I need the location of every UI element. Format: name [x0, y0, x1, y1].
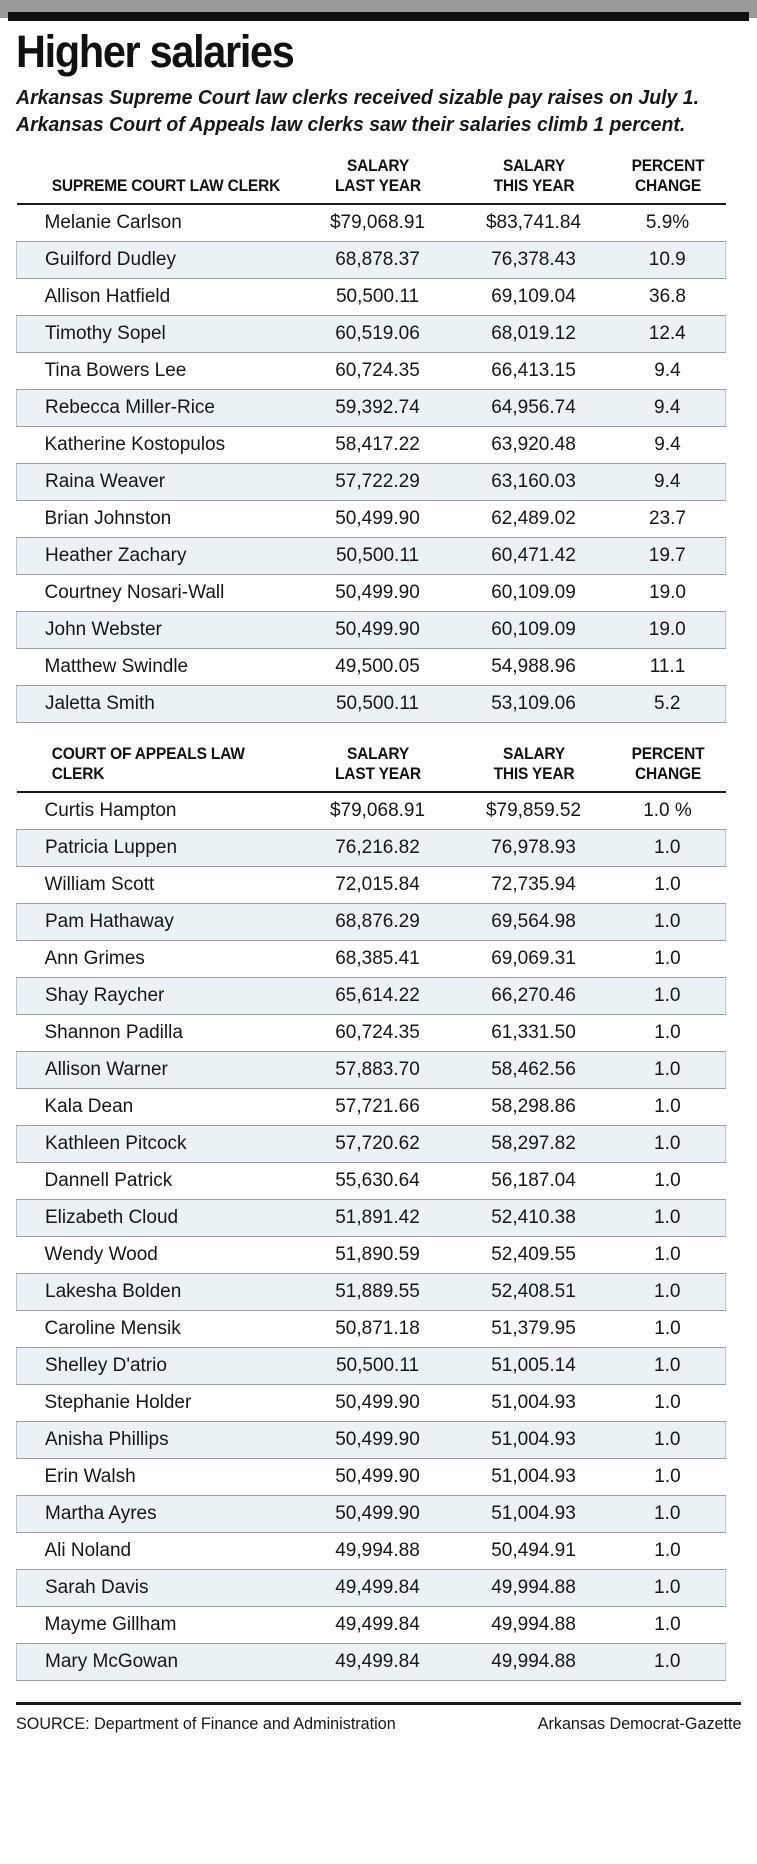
cell-percent-change: 36.8 — [610, 279, 726, 316]
cell-salary-this-year: 60,109.09 — [458, 575, 610, 612]
cell-percent-change: 9.4 — [610, 464, 726, 501]
table-row — [17, 501, 726, 538]
cell-clerk-name: Brian Johnston — [17, 501, 298, 538]
table-row — [17, 1644, 726, 1681]
cell-percent-change: 1.0 — [610, 1015, 726, 1052]
cell-clerk-name: John Webster — [17, 612, 298, 649]
cell-salary-last-year: 49,499.84 — [298, 1644, 458, 1681]
cell-clerk-name: Courtney Nosari-Wall — [17, 575, 298, 612]
cell-clerk-name: Ali Noland — [17, 1533, 298, 1570]
cell-percent-change: 1.0 — [610, 830, 726, 867]
cell-percent-change: 5.9% — [610, 204, 726, 242]
cell-clerk-name: Allison Warner — [17, 1052, 298, 1089]
cell-clerk-name: Raina Weaver — [17, 464, 298, 501]
cell-clerk-name: Jaletta Smith — [17, 686, 298, 723]
table-row — [17, 1089, 726, 1126]
cell-salary-last-year: 68,878.37 — [298, 242, 458, 279]
cell-clerk-name: Lakesha Bolden — [17, 1274, 298, 1311]
cell-percent-change: 1.0 — [610, 1200, 726, 1237]
cell-salary-last-year: 50,871.18 — [298, 1311, 458, 1348]
cell-salary-last-year: 72,015.84 — [298, 867, 458, 904]
table-row — [17, 867, 726, 904]
cell-salary-this-year: 76,378.43 — [458, 242, 610, 279]
cell-salary-last-year: 59,392.74 — [298, 390, 458, 427]
table-row — [17, 1015, 726, 1052]
cell-salary-last-year: 50,499.90 — [298, 1459, 458, 1496]
cell-percent-change: 1.0 — [610, 867, 726, 904]
table-row — [17, 649, 726, 686]
top-black-rule — [8, 12, 749, 21]
cell-salary-last-year: $79,068.91 — [298, 792, 458, 830]
cell-clerk-name: Heather Zachary — [17, 538, 298, 575]
cell-clerk-name: Melanie Carlson — [17, 204, 298, 242]
cell-salary-last-year: 50,499.90 — [298, 612, 458, 649]
cell-salary-this-year: 60,109.09 — [458, 612, 610, 649]
table-row — [17, 1163, 726, 1200]
cell-percent-change: 1.0 — [610, 1570, 726, 1607]
cell-clerk-name: Anisha Phillips — [17, 1422, 298, 1459]
cell-percent-change: 1.0 — [610, 941, 726, 978]
cell-percent-change: 9.4 — [610, 390, 726, 427]
table-row — [17, 904, 726, 941]
cell-salary-this-year: 49,994.88 — [458, 1570, 610, 1607]
cell-salary-this-year: 51,004.93 — [458, 1496, 610, 1533]
cell-percent-change: 1.0 — [610, 1126, 726, 1163]
cell-clerk-name: Kathleen Pitcock — [17, 1126, 298, 1163]
cell-salary-this-year: 63,160.03 — [458, 464, 610, 501]
table-row — [17, 353, 726, 390]
cell-percent-change: 23.7 — [610, 501, 726, 538]
cell-percent-change: 1.0 — [610, 1459, 726, 1496]
cell-percent-change: 1.0 — [610, 1644, 726, 1681]
cell-clerk-name: Shay Raycher — [17, 978, 298, 1015]
cell-percent-change: 1.0 — [610, 1348, 726, 1385]
cell-percent-change: 1.0 — [610, 1089, 726, 1126]
cell-clerk-name: Curtis Hampton — [17, 792, 298, 830]
cell-salary-last-year: 50,499.90 — [298, 501, 458, 538]
table-row — [17, 464, 726, 501]
cell-salary-last-year: 60,724.35 — [298, 1015, 458, 1052]
cell-percent-change: 19.0 — [610, 575, 726, 612]
table-row — [17, 390, 726, 427]
cell-salary-last-year: 50,500.11 — [298, 686, 458, 723]
cell-salary-last-year: 68,385.41 — [298, 941, 458, 978]
cell-salary-last-year: 50,499.90 — [298, 1422, 458, 1459]
cell-clerk-name: Rebecca Miller-Rice — [17, 390, 298, 427]
table-row — [17, 316, 726, 353]
cell-salary-last-year: 50,499.90 — [298, 1496, 458, 1533]
cell-salary-this-year: 58,298.86 — [458, 1089, 610, 1126]
column-header-percent-change: PERCENT CHANGE — [613, 744, 722, 792]
cell-clerk-name: Shannon Padilla — [17, 1015, 298, 1052]
cell-clerk-name: Erin Walsh — [17, 1459, 298, 1496]
cell-salary-this-year: 51,004.93 — [458, 1422, 610, 1459]
cell-percent-change: 1.0 — [610, 1422, 726, 1459]
cell-salary-last-year: 60,519.06 — [298, 316, 458, 353]
cell-salary-this-year: 61,331.50 — [458, 1015, 610, 1052]
cell-salary-last-year: 49,994.88 — [298, 1533, 458, 1570]
cell-clerk-name: Wendy Wood — [17, 1237, 298, 1274]
cell-salary-this-year: 50,494.91 — [458, 1533, 610, 1570]
cell-salary-this-year: 56,187.04 — [458, 1163, 610, 1200]
cell-clerk-name: Tina Bowers Lee — [17, 353, 298, 390]
column-header-salary-this-year: SALARY THIS YEAR — [462, 744, 605, 792]
cell-percent-change: 1.0 — [610, 978, 726, 1015]
cell-salary-last-year: 50,500.11 — [298, 538, 458, 575]
court-of-appeals-table — [16, 744, 726, 1681]
cell-salary-this-year: 60,471.42 — [458, 538, 610, 575]
table-row — [17, 792, 726, 830]
footer — [16, 1702, 741, 1734]
cell-percent-change: 19.7 — [610, 538, 726, 575]
cell-clerk-name: Kala Dean — [17, 1089, 298, 1126]
cell-percent-change: 1.0 — [610, 1163, 726, 1200]
cell-salary-last-year: 58,417.22 — [298, 427, 458, 464]
cell-salary-this-year: 76,978.93 — [458, 830, 610, 867]
table-row — [17, 538, 726, 575]
cell-percent-change: 1.0 — [610, 1385, 726, 1422]
cell-clerk-name: Ann Grimes — [17, 941, 298, 978]
table-row — [17, 1200, 726, 1237]
table-header-row — [17, 156, 726, 204]
cell-percent-change: 11.1 — [610, 649, 726, 686]
table-header-row — [17, 744, 726, 792]
publication-credit: Arkansas Democrat-Gazette — [537, 1714, 741, 1733]
cell-percent-change: 9.4 — [610, 353, 726, 390]
table-row — [17, 612, 726, 649]
cell-salary-this-year: 63,920.48 — [458, 427, 610, 464]
table-row — [17, 1422, 726, 1459]
cell-salary-this-year: 62,489.02 — [458, 501, 610, 538]
column-header-salary-last-year: SALARY LAST YEAR — [302, 744, 452, 792]
cell-clerk-name: Guilford Dudley — [17, 242, 298, 279]
cell-salary-last-year: 49,500.05 — [298, 649, 458, 686]
cell-salary-this-year: $83,741.84 — [458, 204, 610, 242]
table-row — [17, 1126, 726, 1163]
cell-salary-this-year: 52,408.51 — [458, 1274, 610, 1311]
cell-percent-change: 1.0 — [610, 1237, 726, 1274]
cell-salary-last-year: 51,891.42 — [298, 1200, 458, 1237]
cell-salary-this-year: 68,019.12 — [458, 316, 610, 353]
cell-salary-this-year: 72,735.94 — [458, 867, 610, 904]
table-row — [17, 279, 726, 316]
column-header-salary-this-year: SALARY THIS YEAR — [462, 156, 605, 204]
cell-salary-last-year: 49,499.84 — [298, 1570, 458, 1607]
cell-salary-this-year: 58,297.82 — [458, 1126, 610, 1163]
cell-salary-this-year: 66,413.15 — [458, 353, 610, 390]
cell-salary-last-year: 57,720.62 — [298, 1126, 458, 1163]
cell-clerk-name: William Scott — [17, 867, 298, 904]
cell-percent-change: 1.0 — [610, 1052, 726, 1089]
table-row — [17, 1237, 726, 1274]
cell-clerk-name: Katherine Kostopulos — [17, 427, 298, 464]
table-row — [17, 978, 726, 1015]
cell-salary-this-year: 51,379.95 — [458, 1311, 610, 1348]
cell-salary-this-year: 64,956.74 — [458, 390, 610, 427]
cell-salary-this-year: $79,859.52 — [458, 792, 610, 830]
cell-clerk-name: Timothy Sopel — [17, 316, 298, 353]
cell-salary-this-year: 49,994.88 — [458, 1607, 610, 1644]
cell-salary-this-year: 58,462.56 — [458, 1052, 610, 1089]
cell-clerk-name: Dannell Patrick — [17, 1163, 298, 1200]
cell-salary-this-year: 49,994.88 — [458, 1644, 610, 1681]
cell-clerk-name: Shelley D'atrio — [17, 1348, 298, 1385]
cell-salary-this-year: 51,004.93 — [458, 1459, 610, 1496]
cell-clerk-name: Matthew Swindle — [17, 649, 298, 686]
cell-salary-this-year: 66,270.46 — [458, 978, 610, 1015]
infographic-content — [0, 21, 757, 1734]
cell-percent-change: 9.4 — [610, 427, 726, 464]
table-row — [17, 1274, 726, 1311]
table-row — [17, 1459, 726, 1496]
table-row — [17, 1052, 726, 1089]
cell-salary-last-year: $79,068.91 — [298, 204, 458, 242]
table-row — [17, 575, 726, 612]
cell-salary-last-year: 57,722.29 — [298, 464, 458, 501]
cell-clerk-name: Caroline Mensik — [17, 1311, 298, 1348]
cell-salary-this-year: 51,004.93 — [458, 1385, 610, 1422]
cell-clerk-name: Patricia Luppen — [17, 830, 298, 867]
cell-salary-this-year: 69,069.31 — [458, 941, 610, 978]
cell-salary-last-year: 51,890.59 — [298, 1237, 458, 1274]
page-title: Higher salaries — [16, 26, 294, 77]
column-header-name: SUPREME COURT LAW CLERK — [25, 156, 289, 204]
table-row — [17, 204, 726, 242]
cell-clerk-name: Martha Ayres — [17, 1496, 298, 1533]
table-gap-spacer — [0, 723, 757, 744]
table-row — [17, 1311, 726, 1348]
cell-percent-change: 1.0 — [610, 1274, 726, 1311]
table-row — [17, 242, 726, 279]
cell-clerk-name: Stephanie Holder — [17, 1385, 298, 1422]
cell-salary-this-year: 54,988.96 — [458, 649, 610, 686]
cell-salary-last-year: 65,614.22 — [298, 978, 458, 1015]
table-row — [17, 830, 726, 867]
cell-percent-change: 1.0 — [610, 1533, 726, 1570]
cell-percent-change: 1.0 — [610, 1311, 726, 1348]
cell-percent-change: 12.4 — [610, 316, 726, 353]
cell-salary-last-year: 55,630.64 — [298, 1163, 458, 1200]
cell-salary-last-year: 57,721.66 — [298, 1089, 458, 1126]
table-row — [17, 1348, 726, 1385]
cell-clerk-name: Sarah Davis — [17, 1570, 298, 1607]
supreme-court-table-body — [17, 204, 726, 723]
cell-salary-last-year: 76,216.82 — [298, 830, 458, 867]
cell-salary-this-year: 69,564.98 — [458, 904, 610, 941]
cell-salary-last-year: 50,499.90 — [298, 575, 458, 612]
cell-percent-change: 1.0 — [610, 1607, 726, 1644]
footer-row — [16, 1705, 741, 1734]
supreme-court-table — [16, 156, 726, 723]
table-row — [17, 686, 726, 723]
column-header-salary-last-year: SALARY LAST YEAR — [302, 156, 452, 204]
table-row — [17, 1533, 726, 1570]
cell-clerk-name: Elizabeth Cloud — [17, 1200, 298, 1237]
cell-clerk-name: Mary McGowan — [17, 1644, 298, 1681]
cell-percent-change: 10.9 — [610, 242, 726, 279]
table-row — [17, 941, 726, 978]
cell-salary-last-year: 50,499.90 — [298, 1385, 458, 1422]
court-of-appeals-table-body — [17, 792, 726, 1681]
cell-salary-this-year: 69,109.04 — [458, 279, 610, 316]
cell-percent-change: 1.0 — [610, 1496, 726, 1533]
cell-salary-this-year: 52,409.55 — [458, 1237, 610, 1274]
table-row — [17, 1385, 726, 1422]
cell-salary-last-year: 49,499.84 — [298, 1607, 458, 1644]
cell-clerk-name: Mayme Gillham — [17, 1607, 298, 1644]
cell-salary-this-year: 52,410.38 — [458, 1200, 610, 1237]
cell-percent-change: 5.2 — [610, 686, 726, 723]
cell-salary-last-year: 50,500.11 — [298, 279, 458, 316]
cell-percent-change: 1.0 — [610, 904, 726, 941]
column-header-name: COURT OF APPEALS LAW CLERK — [25, 744, 289, 792]
cell-salary-last-year: 57,883.70 — [298, 1052, 458, 1089]
cell-salary-last-year: 51,889.55 — [298, 1274, 458, 1311]
cell-salary-last-year: 68,876.29 — [298, 904, 458, 941]
cell-clerk-name: Allison Hatfield — [17, 279, 298, 316]
source-note: SOURCE: Department of Finance and Administration — [16, 1714, 396, 1733]
cell-salary-this-year: 53,109.06 — [458, 686, 610, 723]
cell-clerk-name: Pam Hathaway — [17, 904, 298, 941]
cell-percent-change: 1.0 % — [610, 792, 726, 830]
table-row — [17, 427, 726, 464]
cell-salary-this-year: 51,005.14 — [458, 1348, 610, 1385]
cell-salary-last-year: 50,500.11 — [298, 1348, 458, 1385]
page-subtitle: Arkansas Supreme Court law clerks received sizable pay raises on July 1. Arkansas Court of Appeals law clerks saw their salaries climb 1 percent. — [16, 86, 700, 136]
table-row — [17, 1496, 726, 1533]
column-header-percent-change: PERCENT CHANGE — [613, 156, 722, 204]
cell-salary-last-year: 60,724.35 — [298, 353, 458, 390]
cell-percent-change: 19.0 — [610, 612, 726, 649]
table-row — [17, 1570, 726, 1607]
table-row — [17, 1607, 726, 1644]
